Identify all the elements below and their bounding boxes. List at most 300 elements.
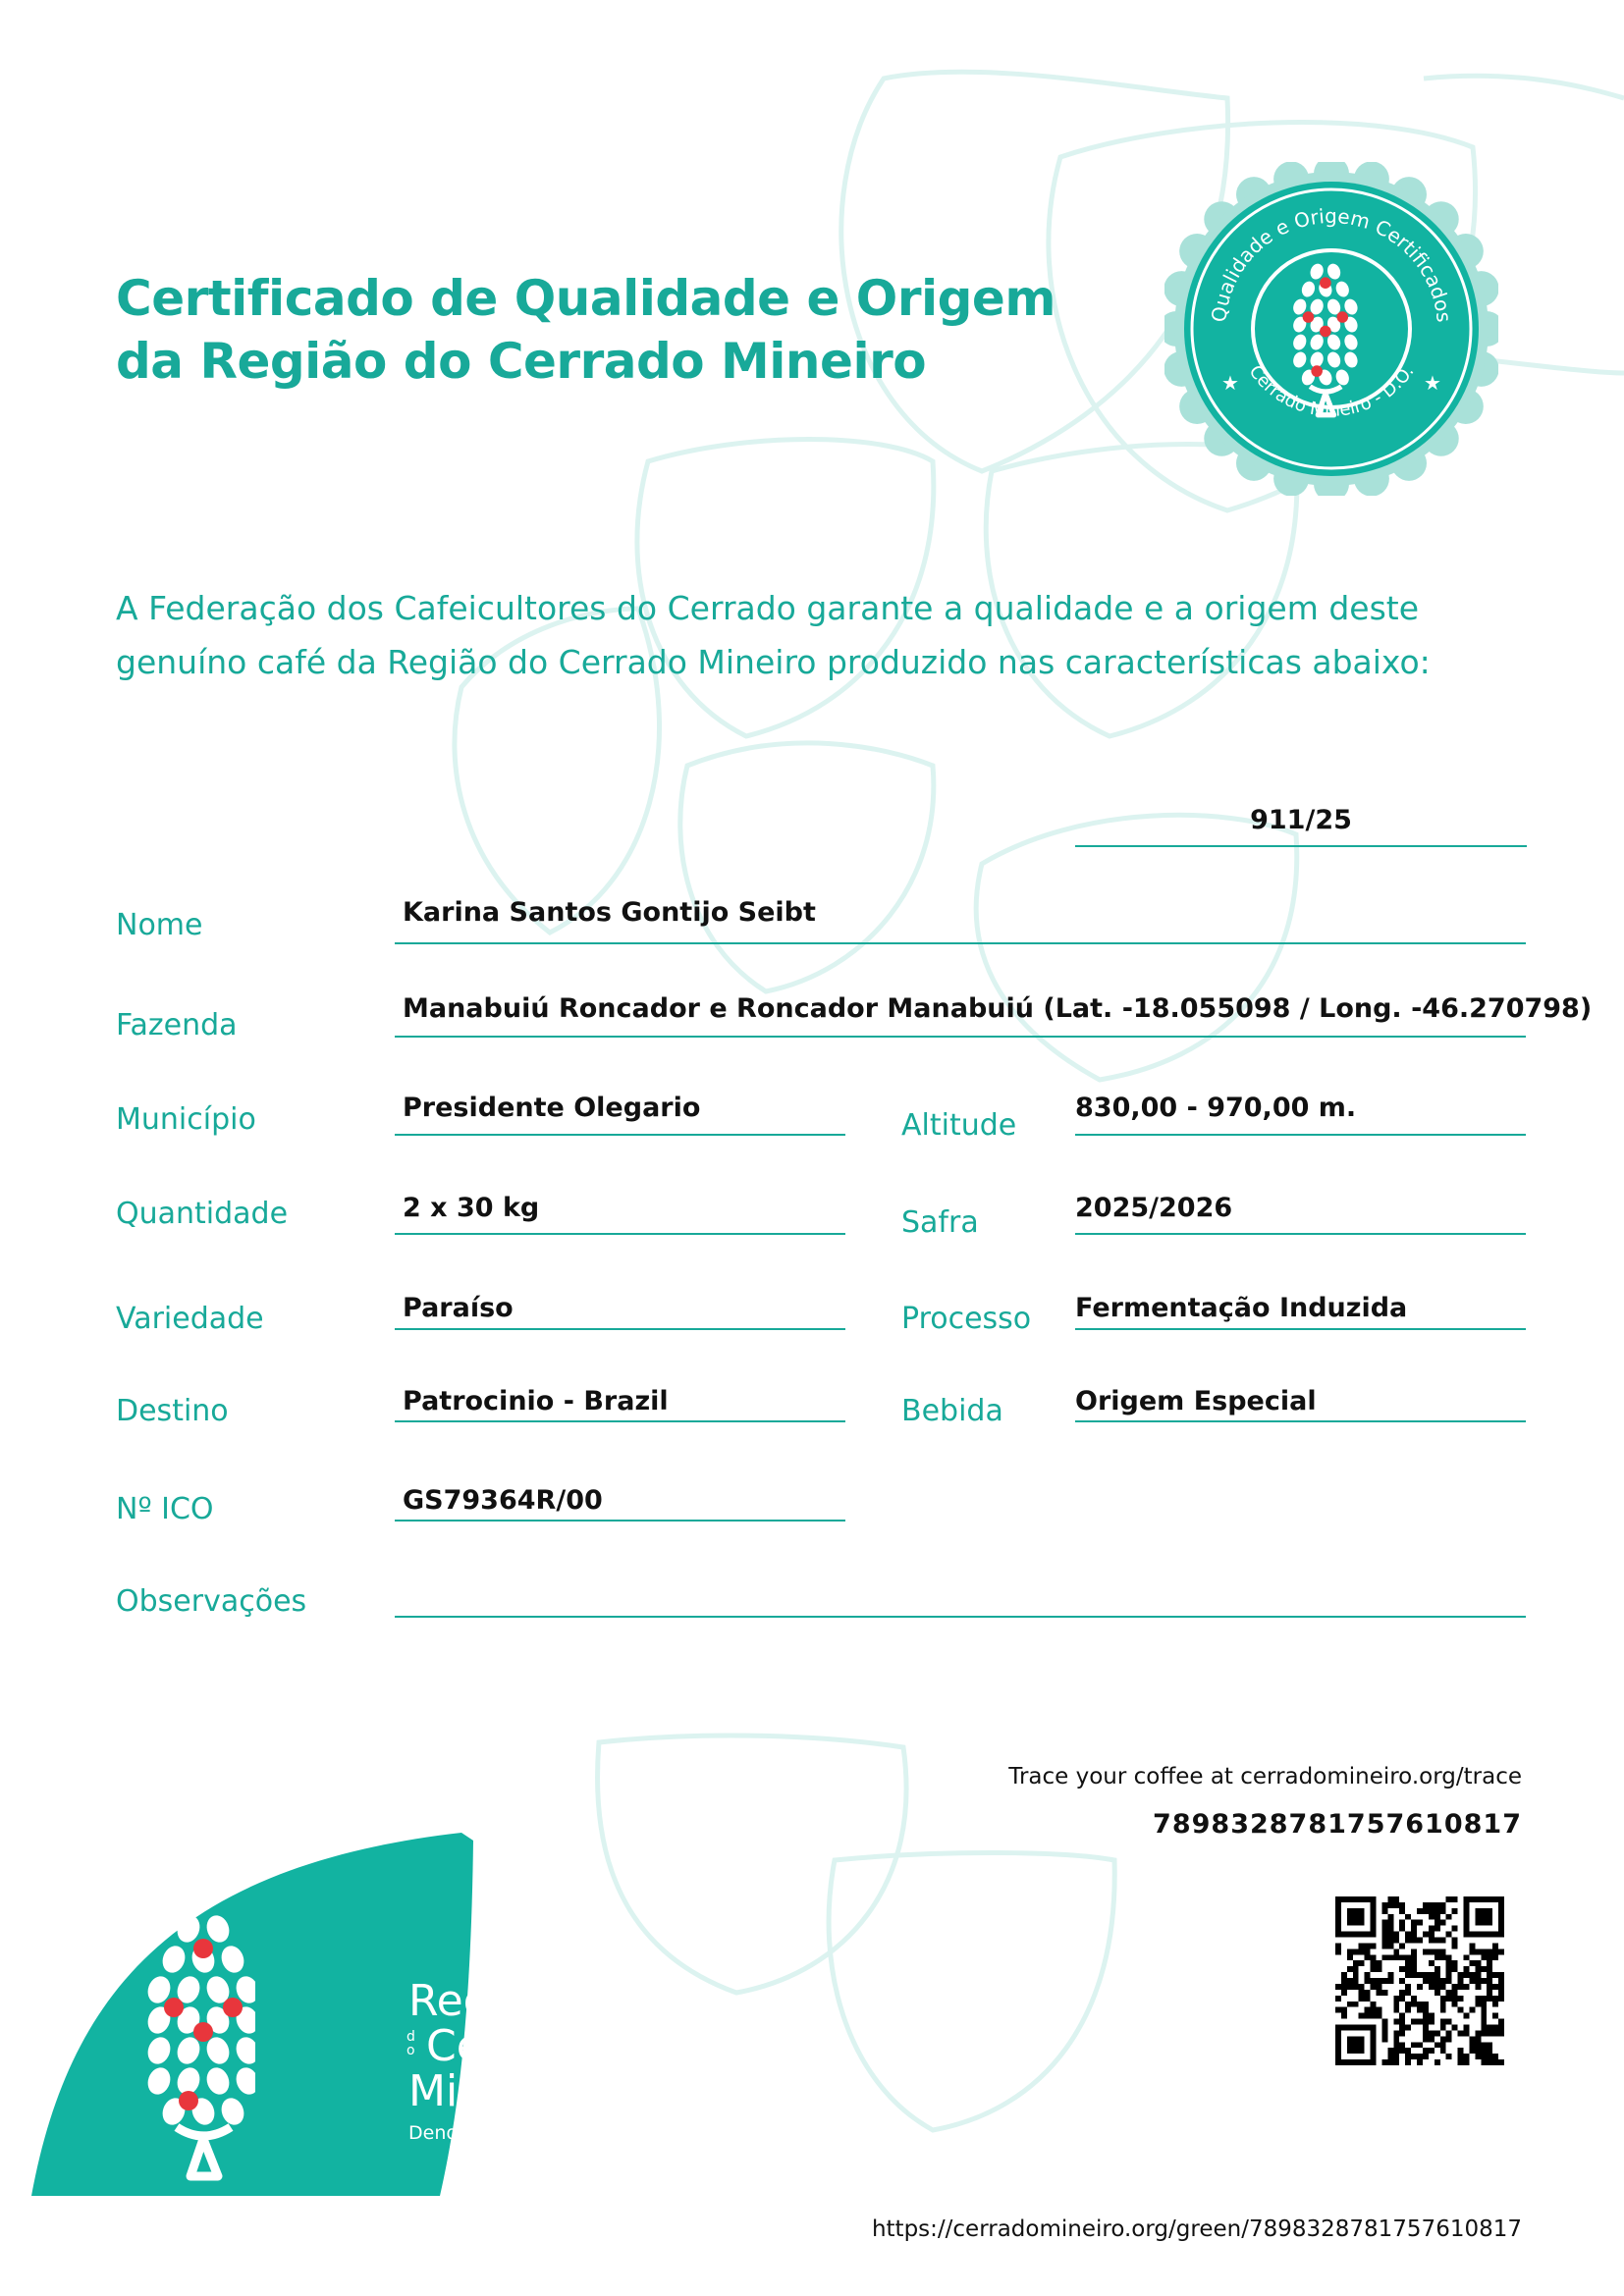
qr-module [1405,2007,1411,2013]
qr-module [1405,1954,1411,1960]
qr-module [1446,1960,1452,1966]
qr-module [1381,1920,1387,1926]
qr-module [1487,1966,1492,1972]
qr-module [1446,1972,1452,1978]
qr-module [1399,2030,1405,2036]
leaf [159,1943,189,1976]
qr-module [1411,1938,1417,1944]
qr-module [1335,1984,1341,1990]
qr-module [1377,2013,1382,2019]
qr-module [1452,1960,1458,1966]
qr-module [1446,1966,1452,1972]
qr-module [1475,1949,1481,1954]
label-nome: Nome [116,908,203,942]
qr-module [1481,2007,1487,2013]
qr-module [1347,1954,1353,1960]
qr-module [1423,2024,1429,2030]
qr-module [1359,1960,1365,1966]
qr-module [1487,2048,1492,2054]
qr-module [1475,1996,1481,2002]
qr-module [1498,2030,1504,2036]
qr-module [1417,2007,1423,2013]
qr-module [1381,1943,1387,1949]
qr-module [1399,1996,1405,2002]
coffee-cherry [1311,365,1323,377]
qr-module [1399,2042,1405,2048]
qr-module [1446,1996,1452,2002]
qr-module [1423,2036,1429,2042]
qr-module [1469,1978,1475,1984]
qr-module [1341,1990,1347,1996]
qr-module [1440,1996,1446,2002]
qr-module [1341,2013,1347,2019]
qr-module [1377,1990,1382,1996]
qr-module [1417,1984,1423,1990]
qr-module [1341,2007,1347,2013]
logo-wordmark [406,1976,642,2148]
qr-module [1347,2002,1353,2007]
qr-module [1498,2024,1504,2030]
qr-module [1371,1984,1377,1990]
qr-module [1423,2030,1429,2036]
qr-module [1371,1960,1377,1966]
qr-module [1458,2030,1464,2036]
divider [1075,1134,1526,1136]
qr-module [1365,2013,1371,2019]
coffee-cherry [223,1998,243,2017]
qr-module [1405,2054,1411,2059]
qr-module [1429,1978,1435,1984]
qr-module [1387,2048,1393,2054]
qr-module [1393,1938,1399,1944]
qr-module [1481,1954,1487,1960]
qr-module [1353,1978,1359,1984]
qr-module [1429,1908,1435,1914]
qr-module [1492,1954,1498,1960]
value-destino: Patrocinio - Brazil [403,1386,669,1416]
qr-module [1458,2007,1464,2013]
qr-module [1452,1996,1458,2002]
qr-module [1435,1938,1440,1944]
coffee-cherry [1320,326,1331,338]
qr-module [1446,2030,1452,2036]
qr-module [1458,2059,1464,2065]
qr-module [1335,2059,1377,2065]
qr-module [1492,1943,1498,1949]
qr-module [1405,1984,1411,1990]
leaf [233,2034,255,2067]
qr-module [1435,1966,1440,1972]
qr-module [1463,1932,1504,1938]
qr-module [1440,2042,1446,2048]
qr-module [1440,2048,1446,2054]
qr-module [1353,1949,1359,1954]
qr-module [1429,2048,1435,2054]
qr-module [1429,2013,1435,2019]
qr-module [1353,1966,1359,1972]
qr-module [1498,1949,1504,1954]
qr-module [1429,1960,1435,1966]
qr-module [1458,2048,1464,2054]
qr-module [1365,1978,1371,1984]
qr-module [1365,1990,1371,1996]
qr-module [1387,1954,1393,1960]
coffee-cherry [1303,311,1315,323]
qr-module [1371,1966,1377,1972]
qr-module [1411,1966,1417,1972]
qr-module [1347,2036,1365,2054]
leaf [233,2064,255,2098]
value-bebida: Origem Especial [1075,1386,1317,1416]
label-variedade: Variedade [116,1302,264,1336]
qr-module [1381,1938,1387,1944]
certificate-url[interactable]: https://cerradomineiro.org/green/7898328781757610817 [871,2216,1522,2242]
qr-module [1487,1960,1492,1966]
qr-module [1359,1996,1365,2002]
qr-module [1440,2019,1446,2025]
qr-module [1492,1996,1498,2002]
qr-module [1423,2048,1429,2054]
qr-module [1469,1943,1475,1949]
qr-module [1475,2054,1481,2059]
qr-module [1446,1932,1452,1938]
qr-module [1411,1960,1417,1966]
qr-module [1498,2019,1504,2025]
qr-module [1387,1902,1393,1908]
qr-module [1387,1943,1393,1949]
qr-module [1371,2002,1377,2007]
qr-module [1399,1966,1405,1972]
qr-module [1463,1966,1469,1972]
qr-module [1475,1984,1481,1990]
qr-module [1393,2059,1399,2065]
qr-module [1347,1978,1353,1984]
qr-module [1405,1966,1411,1972]
qr-module [1487,1984,1492,1990]
qr-module [1387,1896,1393,1902]
qr-module [1359,1949,1365,1954]
qr-module [1353,2002,1359,2007]
qr-module [1411,2042,1417,2048]
qr-module [1440,1908,1446,1914]
qr-module [1423,1908,1429,1914]
qr-module [1417,2042,1423,2048]
qr-module [1458,2054,1464,2059]
qr-module [1492,1984,1498,1990]
divider [395,1134,845,1136]
qr-module [1463,2054,1469,2059]
qr-module [1435,2030,1440,2036]
label-ico: Nº ICO [116,1492,214,1526]
qr-module [1417,2059,1423,2065]
qr-module [1335,2024,1377,2030]
qr-module [1452,1966,1458,1972]
qr-module [1492,1949,1498,1954]
qr-module [1481,1978,1487,1984]
qr-module [1377,1960,1382,1966]
qr-module [1371,1954,1377,1960]
leaf [218,2095,247,2128]
qr-module [1440,1984,1446,1990]
qr-module [1487,1978,1492,1984]
qr-module [1405,1990,1411,1996]
qr-module [1371,2013,1377,2019]
qr-module [1405,2048,1411,2054]
qr-module [1359,1984,1365,1990]
qr-module [1417,1938,1423,1944]
qr-module [1365,1943,1371,1949]
qr-module [1377,1966,1382,1972]
qr-module [1463,1954,1469,1960]
qr-module [1411,1996,1417,2002]
qr-module [1469,1960,1475,1966]
qr-module [1463,2024,1469,2030]
qr-module [1399,1978,1405,1984]
qr-module [1365,1972,1371,1978]
qr-module [1417,1972,1423,1978]
qr-module [1399,1943,1405,1949]
logo-subtitle: Denominação de Origem [408,2122,642,2144]
qr-module [1393,2002,1399,2007]
qr-module [1481,2059,1487,2065]
qr-module [1487,1996,1492,2002]
qr-module [1393,1902,1399,1908]
label-altitude: Altitude [901,1108,1017,1143]
qr-module [1359,1990,1365,1996]
tree-trunk [177,2127,231,2176]
qr-module [1411,2054,1417,2059]
qr-module [1387,1926,1393,1932]
qr-module [1405,2002,1411,2007]
qr-module [1405,1972,1411,1978]
qr-module [1429,1972,1435,1978]
qr-module [1429,2019,1435,2025]
qr-module [1458,1978,1464,1984]
qr-module [1399,1920,1405,1926]
label-processo: Processo [901,1302,1032,1336]
qr-module [1429,1949,1435,1954]
qr-code[interactable] [1335,1896,1504,2065]
qr-module [1463,2013,1469,2019]
label-observacoes: Observações [116,1584,307,1619]
qr-module [1440,1938,1446,1944]
qr-module [1381,1902,1387,1908]
logo-line-2: Cerrado [426,2021,599,2071]
qr-module [1359,2013,1365,2019]
qr-module [1498,1990,1504,1996]
star-icon: ★ [1221,371,1239,395]
qr-module [1387,2059,1393,2065]
logo-line-3: Mineiro [408,2066,568,2116]
qr-module [1487,2024,1492,2030]
qr-module [1481,2030,1487,2036]
qr-module [1452,1990,1458,1996]
qr-module [1435,1920,1440,1926]
qr-module [1498,1972,1504,1978]
qr-module [1423,2013,1429,2019]
qr-module [1452,1984,1458,1990]
qr-module [1393,1932,1399,1938]
qr-module [1487,1949,1492,1954]
qr-module [1435,1902,1440,1908]
qr-module [1405,1938,1411,1944]
value-municipio: Presidente Olegario [403,1093,701,1123]
qr-module [1365,2007,1371,2013]
qr-module [1365,1949,1371,1954]
qr-module [1347,1908,1365,1926]
qr-module [1381,1932,1387,1938]
qr-module [1498,1896,1504,1938]
qr-module [1393,2042,1399,2048]
qr-module [1446,1954,1452,1960]
qr-module [1452,2002,1458,2007]
qr-module [1429,2036,1435,2042]
qr-module [1498,1984,1504,1990]
qr-module [1475,1966,1481,1972]
qr-module [1452,1938,1458,1944]
qr-module [1481,2024,1487,2030]
coffee-tree-logo-icon [137,1909,255,2184]
qr-module [1411,2002,1417,2007]
qr-module [1387,1920,1393,1926]
qr-module [1335,2024,1341,2065]
leaf [218,1943,247,1976]
qr-module [1429,2030,1435,2036]
qr-module [1475,1978,1481,1984]
qr-module [1475,2030,1481,2036]
qr-module [1440,1954,1446,1960]
qr-module [1411,1920,1417,1926]
value-variedade: Paraíso [403,1293,514,1323]
qr-module [1423,1972,1429,1978]
qr-module [1458,1984,1464,1990]
qr-module [1481,2042,1487,2048]
qr-module [1458,1996,1464,2002]
divider [395,1616,1526,1618]
value-altitude: 830,00 - 970,00 m. [1075,1093,1357,1123]
title-line-2: da Região do Cerrado Mineiro [116,333,927,390]
qr-module [1440,1902,1446,1908]
divider [395,1420,845,1422]
qr-module [1487,2059,1492,2065]
qr-module [1481,2002,1487,2007]
qr-module [1440,2007,1446,2013]
qr-module [1405,1932,1411,1938]
qr-module [1393,2007,1399,2013]
qr-module [1381,1990,1387,1996]
qr-module [1423,2002,1429,2007]
qr-module [1423,2054,1429,2059]
label-destino: Destino [116,1394,229,1428]
qr-module [1381,1908,1387,1914]
qr-module [1405,1960,1411,1966]
certificate-number: 911/25 [1250,805,1352,835]
qr-module [1365,1996,1371,2002]
qr-module [1405,1914,1411,1920]
qr-module [1469,2042,1475,2048]
qr-module [1393,2019,1399,2025]
qr-module [1393,1996,1399,2002]
label-fazenda: Fazenda [116,1008,238,1042]
qr-module [1475,2042,1481,2048]
qr-module [1393,2054,1399,2059]
qr-module [1377,1978,1382,1984]
qr-module [1347,1949,1353,1954]
qr-module [1417,1920,1423,1926]
certification-seal [1164,162,1498,496]
coffee-cherry [193,1939,213,1958]
qr-module [1335,1896,1377,1902]
qr-module [1446,1914,1452,1920]
qr-module [1481,1949,1487,1954]
qr-module [1435,1926,1440,1932]
qr-module [1440,2024,1446,2030]
divider [395,1520,845,1522]
label-quantidade: Quantidade [116,1197,289,1231]
qr-module [1481,1966,1487,1972]
qr-module [1423,2007,1429,2013]
qr-module [1492,2054,1498,2059]
qr-module [1463,1984,1469,1990]
qr-module [1481,2048,1487,2054]
qr-module [1487,1990,1492,1996]
coffee-cherry [179,2091,198,2110]
qr-module [1469,2007,1475,2013]
qr-module [1429,1926,1435,1932]
qr-module [1381,2019,1387,2025]
qr-module [1458,1972,1464,1978]
qr-module [1353,1984,1359,1990]
qr-module [1469,1949,1475,1954]
qr-module [1475,1972,1481,1978]
qr-module [1411,2019,1417,2025]
qr-module [1475,2002,1481,2007]
qr-module [1429,1902,1435,1908]
qr-module [1335,1932,1377,1938]
qr-module [1440,1978,1446,1984]
qr-module [1446,2054,1452,2059]
qr-module [1387,1932,1393,1938]
qr-module [1341,1978,1347,1984]
coffee-cherry [193,2022,213,2042]
qr-module [1381,2036,1387,2042]
qr-module [1498,2059,1504,2065]
divider [1075,1328,1526,1330]
qr-module [1399,2024,1405,2030]
qr-module [1335,1943,1341,1949]
qr-module [1429,1914,1435,1920]
qr-module [1423,1949,1429,1954]
qr-module [1492,2059,1498,2065]
qr-module [1492,2013,1498,2019]
qr-module [1381,2024,1387,2030]
seal-bottom-text-path: Cerrado Mineiro - D.O. [1244,361,1419,421]
value-safra: 2025/2026 [1075,1193,1233,1223]
qr-module [1387,1972,1393,1978]
qr-module [1417,2002,1423,2007]
star-icon: ★ [1424,371,1441,395]
qr-module [1371,1943,1377,1949]
qr-module [1393,2030,1399,2036]
qr-module [1387,1978,1393,1984]
qr-module [1487,1954,1492,1960]
qr-module [1377,1984,1382,1990]
qr-module [1381,2059,1387,2065]
value-nome: Karina Santos Gontijo Seibt [403,897,816,928]
qr-module [1353,1960,1359,1966]
qr-module [1498,1996,1504,2002]
qr-module [1423,1978,1429,1984]
